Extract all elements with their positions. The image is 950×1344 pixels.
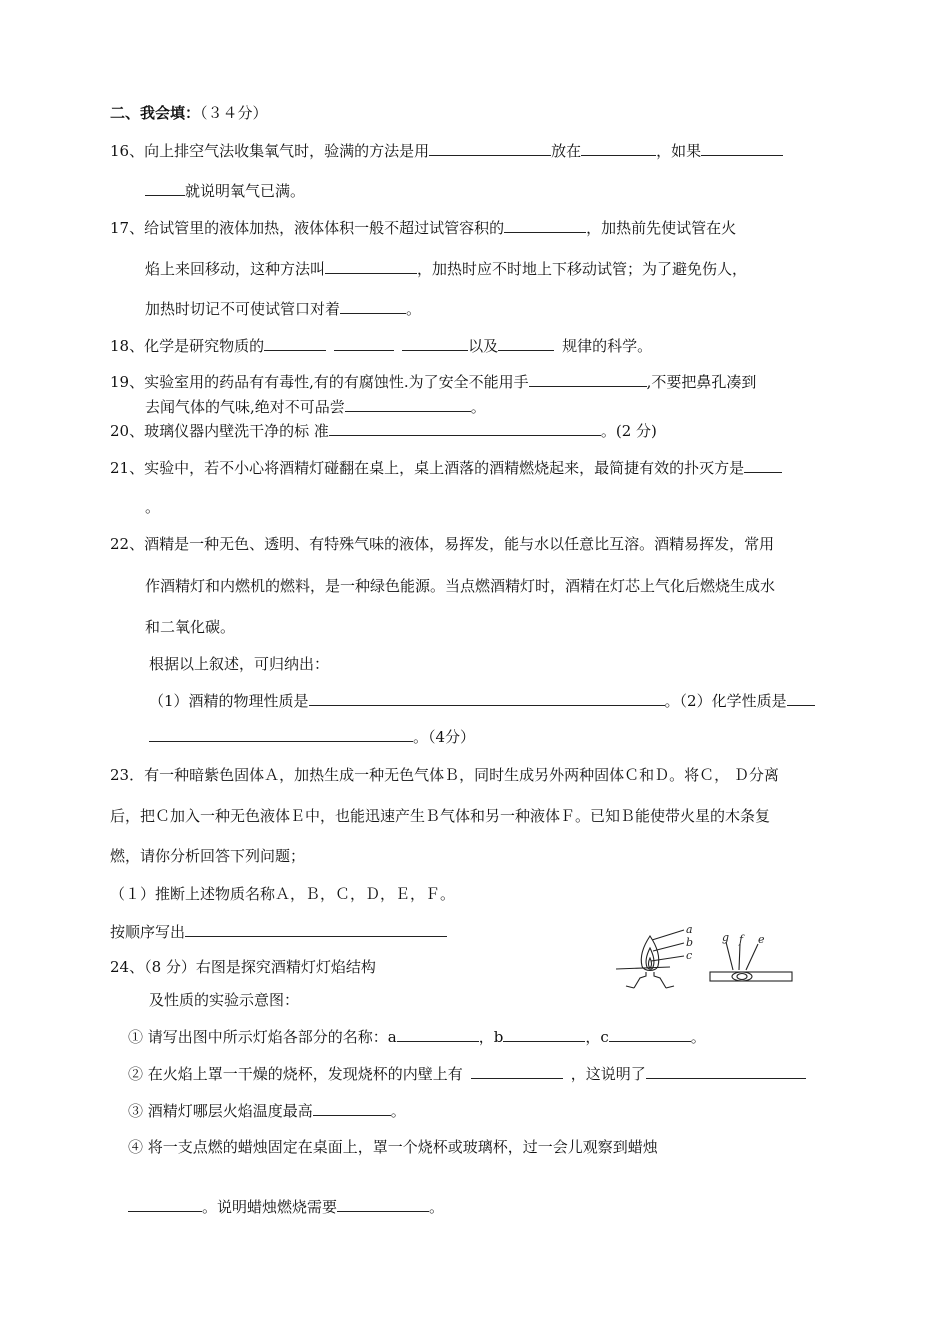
q22-text: （1）酒精的物理性质是 [149, 692, 309, 710]
q21-line1 [110, 457, 782, 478]
q22-blank-3[interactable] [149, 726, 413, 742]
leader-b [653, 943, 684, 951]
q24-blank-d[interactable] [471, 1063, 563, 1079]
q24-text: ，b [478, 1028, 504, 1046]
q24-blank-h[interactable] [337, 1196, 429, 1212]
leader-c [651, 956, 684, 961]
q20-blank[interactable] [329, 420, 601, 436]
q17-blank-2[interactable] [325, 258, 417, 274]
q24-text: ，c [585, 1028, 609, 1046]
q18-blank-4[interactable] [498, 335, 554, 351]
q24-text: ① 请写出图中所示灯焰各部分的名称：a [128, 1028, 397, 1046]
q21-blank[interactable] [744, 457, 782, 473]
q22-line6 [149, 726, 475, 747]
q16-text: 放在 [551, 142, 582, 160]
q17-blank-1[interactable] [504, 217, 586, 233]
q16-blank-4[interactable] [145, 180, 185, 196]
burn-ring-inner [737, 974, 747, 980]
label-e: e [758, 933, 765, 946]
q24-blank-g[interactable] [128, 1196, 202, 1212]
q24-text: 。说明蜡烛燃烧需要 [202, 1198, 338, 1216]
q24-text: 。 [390, 1102, 406, 1120]
q23-line1: 23．有一种暗紫色固体Ａ，加热生成一种无色气体Ｂ，同时生成另外两种固体Ｃ和Ｄ。将Ｃ， Ｄ分离 [110, 766, 779, 784]
label-g: g [722, 931, 730, 944]
q19-line2 [145, 396, 486, 417]
label-b: b [686, 936, 694, 949]
q24-sub5 [128, 1196, 444, 1217]
q24-line1: 24、（8 分）右图是探究酒精灯灯焰结构 [110, 958, 376, 976]
q18-blank-2[interactable] [334, 335, 394, 351]
q24-line2: 及性质的实验示意图： [149, 991, 300, 1009]
q16-blank-2[interactable] [581, 140, 656, 156]
q22-line5 [149, 690, 815, 711]
q17-text: ，加热前先使试管在火 [586, 219, 737, 237]
q23-line3: 燃，请你分析回答下列问题； [110, 847, 306, 865]
q17-text: 。 [406, 300, 422, 318]
q17-text: 加热时切记不可使试管口对着 [145, 300, 341, 318]
q17-line2 [145, 258, 747, 279]
leader-g [726, 942, 733, 970]
q16-text: 16、向上排空气法收集氧气时，验满的方法是用 [110, 142, 430, 160]
q19-line1 [110, 371, 756, 392]
q23-line5 [110, 921, 447, 942]
q17-text: 焰上来回移动，这种方法叫 [145, 260, 326, 278]
q22-blank-1[interactable] [309, 690, 665, 706]
q19-text: 19、实验室用的药品有有毒性,有的有腐蚀性.为了安全不能用手 [110, 373, 529, 391]
q24-blank-b[interactable] [503, 1026, 585, 1042]
q24-sub4: ④ 将一支点燃的蜡烛固定在桌面上，罩一个烧杯或玻璃杯，过一会儿观察到蜡烛 [128, 1138, 658, 1156]
q22-line1: 22、酒精是一种无色、透明、有特殊气味的液体，易挥发，能与水以任意比互溶。酒精易挥发，常用 [110, 535, 775, 553]
q23-text: 按顺序写出 [110, 923, 186, 941]
q22-line3: 和二氧化碳。 [145, 618, 236, 636]
q24-text: 。 [690, 1028, 706, 1046]
q23-line2: 后，把Ｃ加入一种无色液体Ｅ中，也能迅速产生Ｂ气体和另一种液体Ｆ。已知Ｂ能使带火星的木条复 [110, 807, 771, 825]
q21-line2: 。 [145, 498, 161, 516]
q23-blank[interactable] [185, 921, 447, 937]
q20-line [110, 420, 657, 441]
leader-a [652, 930, 684, 940]
wooden-stick [710, 972, 792, 981]
q16-line2 [145, 180, 305, 201]
q24-sub1 [128, 1026, 706, 1047]
q24-sub3 [128, 1100, 406, 1121]
q18-line [110, 335, 652, 356]
q21-text: 21、实验中，若不小心将酒精灯碰翻在桌上，桌上酒落的酒精燃烧起来，最简捷有效的扑灭方是 [110, 459, 745, 477]
q24-text: ，这说明了 [570, 1065, 646, 1083]
q19-blank-2[interactable] [345, 396, 471, 412]
label-c: c [686, 949, 693, 962]
q19-text: 去闻气体的气味,绝对不可品尝 [145, 398, 345, 416]
flame-core [649, 958, 652, 968]
q24-text: ③ 酒精灯哪层火焰温度最高 [128, 1102, 313, 1120]
alcohol-lamp-flame-figure [612, 922, 802, 994]
section-header [110, 103, 268, 123]
label-f: f [739, 933, 744, 946]
q22-line2: 作酒精灯和内燃机的燃料，是一种绿色能源。当点燃酒精灯时，酒精在灯芯上气化后燃烧生成水 [145, 577, 776, 595]
q16-line1 [110, 140, 783, 161]
q16-text: 就说明氧气已满。 [185, 182, 306, 200]
q18-text: 18、化学是研究物质的 [110, 337, 265, 355]
q17-text: ，加热时应不时地上下移动试管；为了避免伤人， [417, 260, 748, 278]
q19-text: ,不要把鼻孔凑到 [646, 373, 757, 391]
q22-text: 。（4分） [413, 728, 476, 746]
q22-line4: 根据以上叙述，可归纳出： [149, 655, 330, 673]
q18-blank-3[interactable] [402, 335, 468, 351]
q22-text: 。（2）化学性质是 [664, 692, 787, 710]
q24-blank-e[interactable] [646, 1063, 806, 1079]
q24-text: 。 [429, 1198, 445, 1216]
lamp-body [626, 972, 674, 988]
q18-blank-1[interactable] [264, 335, 326, 351]
q17-blank-3[interactable] [340, 298, 406, 314]
q17-line1 [110, 217, 736, 238]
q24-blank-a[interactable] [397, 1026, 479, 1042]
leader-f [739, 944, 740, 970]
outer-flame [641, 936, 658, 971]
q20-text: 20、玻璃仪器内壁洗干净的标 准 [110, 422, 329, 440]
q16-blank-3[interactable] [701, 140, 783, 156]
q20-text: 。(2 分) [600, 422, 657, 440]
q17-line3 [145, 298, 421, 319]
q24-sub2 [128, 1063, 806, 1084]
label-a: a [686, 923, 693, 936]
q24-blank-f[interactable] [313, 1100, 391, 1116]
q16-text: ，如果 [656, 142, 702, 160]
q19-blank-1[interactable] [529, 371, 647, 387]
leader-e [746, 944, 758, 970]
q18-text: 规律的科学。 [562, 337, 653, 355]
section-score: （３４分） [200, 104, 268, 122]
q23-line4: （１）推断上述物质名称Ａ，Ｂ，Ｃ，Ｄ，Ｅ，Ｆ。 [110, 885, 456, 903]
section-title: 二、我会填： [110, 104, 201, 122]
q16-blank-1[interactable] [429, 140, 551, 156]
q19-text: 。 [470, 398, 486, 416]
q18-text: 以及 [468, 337, 499, 355]
q24-blank-c[interactable] [609, 1026, 691, 1042]
q17-text: 17、给试管里的液体加热，液体体积一般不超过试管容积的 [110, 219, 505, 237]
q22-blank-2[interactable] [787, 690, 815, 706]
q24-text: ② 在火焰上罩一干燥的烧杯，发现烧杯的内壁上有 [128, 1065, 463, 1083]
